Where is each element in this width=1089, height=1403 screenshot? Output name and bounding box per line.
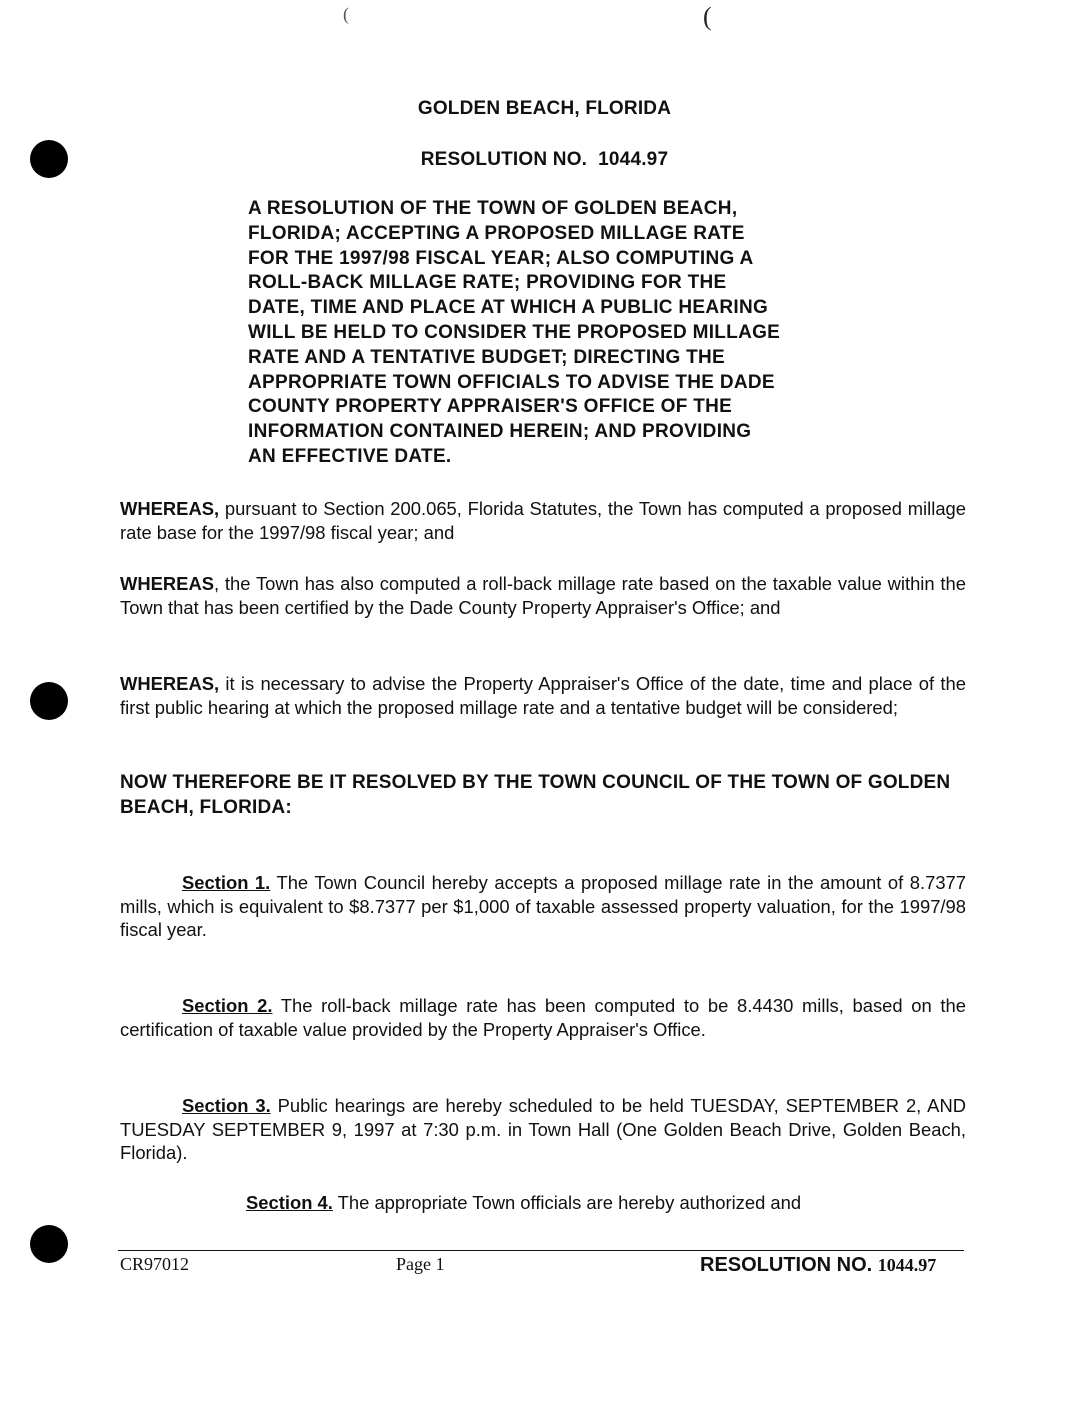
summary-line: APPROPRIATE TOWN OFFICIALS TO ADVISE THE DADE xyxy=(248,371,775,393)
summary-line: COUNTY PROPERTY APPRAISER'S OFFICE OF THE xyxy=(248,396,733,418)
section-text: Public hearings are hereby scheduled to be held TUESDAY, SEPTEMBER 2, AND TUESDAY SEPTEMBER 9, 1997 at 7:30 p.m. in Town Hall (One Golden Beach Drive, Golden Beach, Florida). xyxy=(120,1095,967,1163)
section-2 xyxy=(120,994,966,1041)
section-text: The roll-back millage rate has been computed to be 8.4430 mills, based on the certification of taxable value provided by the Property Appraiser's Office. xyxy=(120,995,967,1040)
footer-code: CR97012 xyxy=(120,1254,190,1274)
whereas-text: pursuant to Section 200.065, Florida Statutes, the Town has computed a proposed millage rate base for the 1997/98 fiscal year; and xyxy=(120,498,966,543)
whereas-text: it is necessary to advise the Property Appraiser's Office of the date, time and place of the first public hearing at which the proposed millage rate and a tentative budget will be considered; xyxy=(120,673,966,718)
section-4 xyxy=(120,1191,966,1215)
resolution-label: RESOLUTION NO. xyxy=(420,149,588,170)
scan-mark: ( xyxy=(703,2,712,31)
section-label: Section 4. xyxy=(246,1192,333,1213)
summary-line: ROLL-BACK MILLAGE RATE; PROVIDING FOR THE xyxy=(248,272,727,294)
summary-line: A RESOLUTION OF THE TOWN OF GOLDEN BEACH, xyxy=(248,198,738,219)
whereas-lead: WHEREAS xyxy=(120,573,215,594)
town-heading: GOLDEN BEACH, FLORIDA xyxy=(417,98,672,119)
summary-line: WILL BE HELD TO CONSIDER THE PROPOSED MILLAGE xyxy=(248,321,781,343)
section-text: The Town Council hereby accepts a proposed millage rate in the amount of 8.7377 mills, which is equivalent to $8.7377 per $1,000 of taxable assessed property valuation, for the 1997/98 fiscal year. xyxy=(120,872,967,940)
whereas-text: , the Town has also computed a roll-back millage rate based on the taxable value within the Town that has been certified by the Dade County Property Appraiser's Office; and xyxy=(120,573,966,618)
summary-line: INFORMATION CONTAINED HEREIN; AND PROVIDING xyxy=(248,421,752,443)
summary-line: FOR THE 1997/98 FISCAL YEAR; ALSO COMPUTING A xyxy=(248,247,754,269)
resolution-number: 1044.97 xyxy=(598,149,669,170)
footer-resolution-label: RESOLUTION NO. xyxy=(700,1254,873,1276)
section-label: Section 3. xyxy=(182,1095,271,1116)
footer-rule xyxy=(118,1250,964,1251)
whereas-clause-1 xyxy=(120,497,966,544)
punch-hole-middle xyxy=(30,682,68,720)
summary-line: FLORIDA; ACCEPTING A PROPOSED MILLAGE RATE xyxy=(248,222,745,244)
whereas-clause-3 xyxy=(120,672,966,719)
section-3 xyxy=(120,1094,966,1165)
section-label: Section 2. xyxy=(182,995,273,1016)
whereas-lead: WHEREAS, xyxy=(120,673,220,694)
resolution-summary xyxy=(248,197,834,470)
scan-mark: ( xyxy=(343,4,349,24)
summary-line: DATE, TIME AND PLACE AT WHICH A PUBLIC HEARING xyxy=(248,297,769,319)
whereas-clause-2 xyxy=(120,572,966,619)
section-1 xyxy=(120,871,966,942)
punch-hole-bottom xyxy=(30,1225,68,1263)
resolved-clause: NOW THEREFORE BE IT RESOLVED BY THE TOWN COUNCIL OF THE TOWN OF GOLDEN BEACH, FLORIDA: xyxy=(120,772,951,818)
section-text: The appropriate Town officials are hereby authorized and xyxy=(332,1192,802,1213)
resolution-number-heading xyxy=(0,149,1089,171)
section-label: Section 1. xyxy=(182,872,271,893)
footer-page-number: Page 1 xyxy=(396,1254,445,1274)
footer-resolution-number: 1044.97 xyxy=(877,1255,937,1275)
summary-line: RATE AND A TENTATIVE BUDGET; DIRECTING THE xyxy=(248,346,726,368)
whereas-lead: WHEREAS, xyxy=(120,498,220,519)
summary-line: AN EFFECTIVE DATE. xyxy=(248,445,452,467)
footer-resolution xyxy=(700,1254,936,1277)
